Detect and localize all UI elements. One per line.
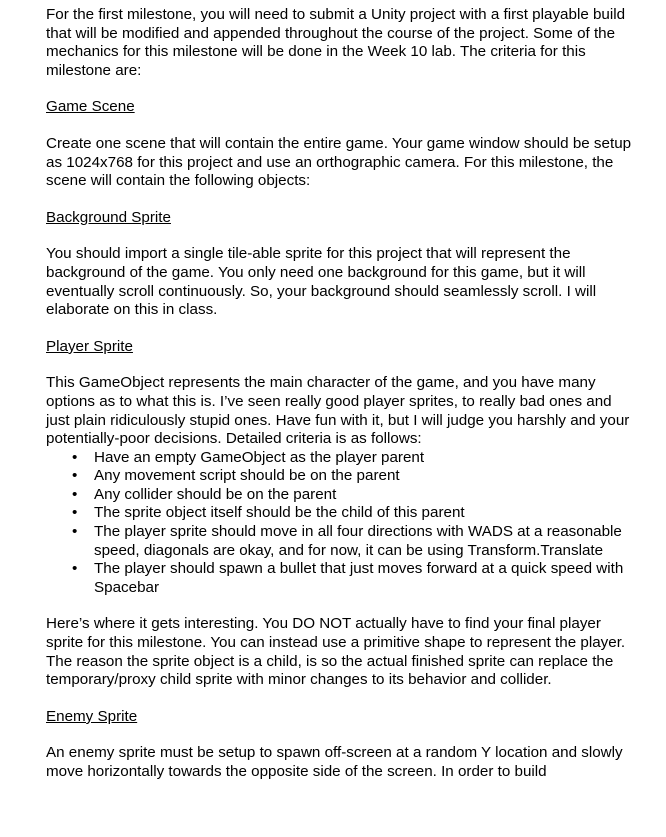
list-item: • The player should spawn a bullet that just moves forward at a quick speed with Spacebar [46, 560, 636, 597]
background-sprite-paragraph: You should import a single tile-able sprite for this project that will represent the background of the game. You only need one background for this game, but it will eventually scroll continuously. So, your background should seamlessly scroll. I will elaborate on this in class. [46, 245, 597, 319]
game-scene-paragraph: Create one scene that will contain the entire game. Your game window should be setup as 1024x768 for this project and use an orthographic camera. For this milestone, the scene will contain the following objects: [46, 134, 632, 190]
list-item: • Any collider should be on the parent [46, 486, 636, 505]
list-item: • Have an empty GameObject as the player parent [46, 449, 636, 468]
game-scene-heading: Game Scene [46, 98, 135, 116]
intro-paragraph: For the first milestone, you will need to submit a Unity project with a first playable build that will be modified and appended throughout the course of the project. Some of the mechanics for this milestone will be done in the Week 10 lab. The criteria for this milestone are: [46, 6, 626, 79]
list-item: • Any movement script should be on the parent [46, 467, 636, 486]
document-page [46, 6, 636, 782]
player-criteria-list [46, 449, 636, 598]
list-item: • The player sprite should move in all four directions with WADS at a reasonable speed, diagonals are okay, and for now, it can be using Transform.Translate [46, 523, 636, 560]
enemy-sprite-paragraph: An enemy sprite must be setup to spawn off-screen at a random Y location and slowly move horizontally towards the opposite side of the screen. In order to build [46, 744, 623, 780]
player-sprite-followup-paragraph: Here’s where it gets interesting. You DO NOT actually have to find your final player sprite for this milestone. You can instead use a primitive shape to represent the player. The reason the sprite object is a child, is so the actual finished sprite can replace the temporary/proxy child sprite with minor changes to its behavior and collider. [46, 615, 626, 689]
list-item: • The sprite object itself should be the child of this parent [46, 504, 636, 523]
enemy-sprite-heading: Enemy Sprite [46, 707, 138, 725]
player-sprite-paragraph: This GameObject represents the main character of the game, and you have many options as to what this is. I’ve seen really good player sprites, to really bad ones and just plain ridiculously stupid ones. Have fun with it, but I will judge you harshly and your potentially-poor decisions. Detailed criteria is as follows: [46, 374, 630, 448]
player-sprite-heading: Player Sprite [46, 337, 133, 355]
background-sprite-heading: Background Sprite [46, 208, 171, 226]
